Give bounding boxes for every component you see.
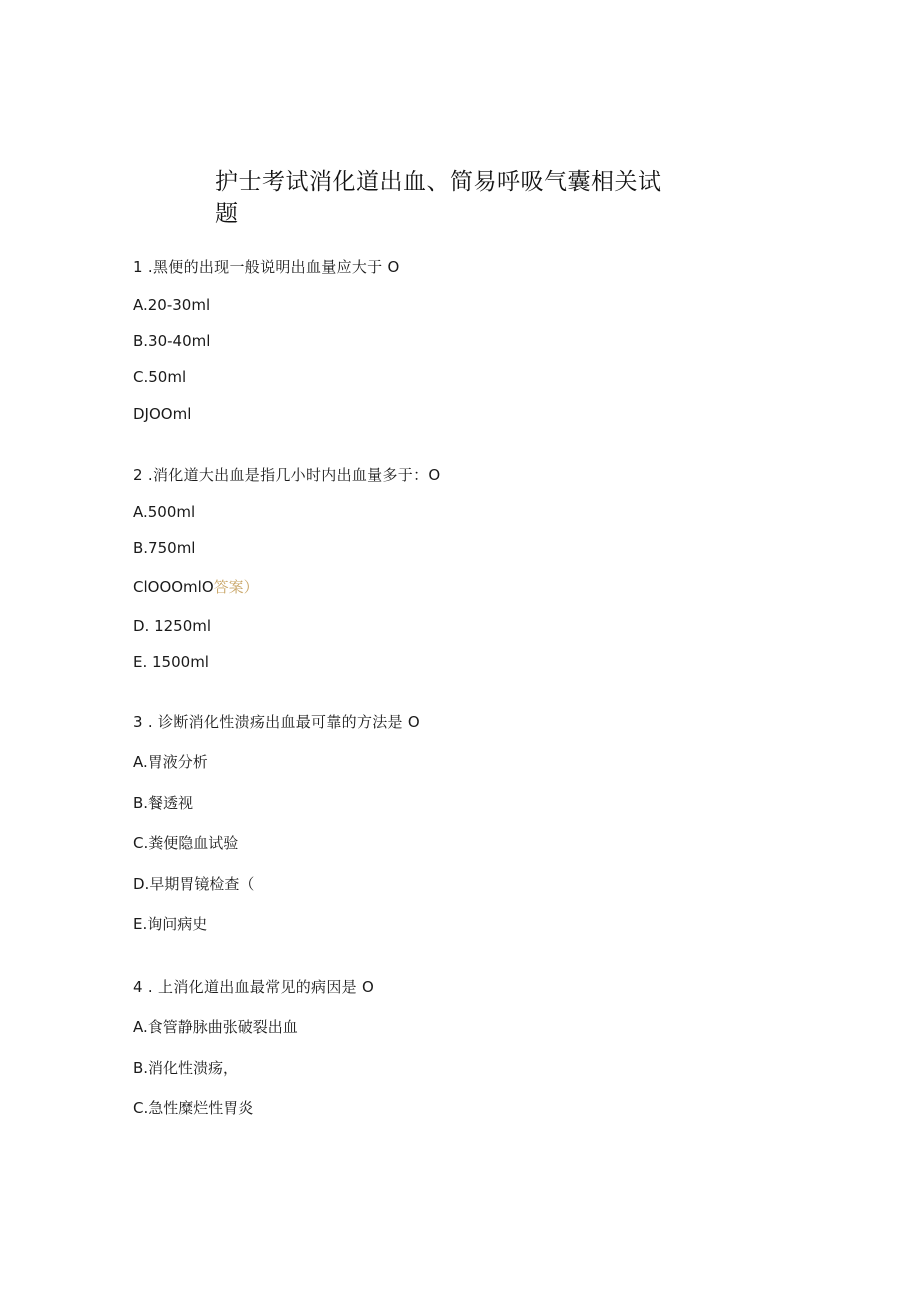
- question-4-option-b: B.消化性溃疡，: [133, 1059, 239, 1077]
- question-1-option-b: B.30-40ml: [133, 332, 211, 350]
- question-2-option-d: D. 1250ml: [133, 617, 212, 635]
- question-3-option-a: A.胃液分析: [133, 753, 208, 771]
- document-title: 护士考试消化道出血、简易呼吸气囊相关试题: [215, 169, 662, 227]
- question-2-option-e: E. 1500ml: [133, 653, 209, 671]
- question-4-stem: 4 . 上消化道出血最常见的病因是 O: [133, 978, 375, 996]
- question-3-stem: 3 . 诊断消化性溃疡出血最可靠的方法是 O: [133, 713, 421, 731]
- question-3-option-c: C.粪便隐血试验: [133, 834, 239, 852]
- question-3-option-d: D.早期胃镜检查（: [133, 875, 255, 893]
- question-1-option-a: A.20-30ml: [133, 296, 211, 314]
- question-4-option-c: C.急性糜烂性胃炎: [133, 1099, 254, 1117]
- question-2-option-c: [133, 577, 259, 597]
- question-2-stem: 2 .消化道大出血是指几小时内出血量多于：O: [133, 466, 441, 484]
- question-3-option-e: E.询问病史: [133, 915, 208, 933]
- question-4-option-a: A.食管静脉曲张破裂出血: [133, 1018, 298, 1036]
- question-2-option-a: A.500ml: [133, 503, 196, 521]
- question-1-option-d: DJOOml: [133, 405, 192, 423]
- question-2-option-b: B.750ml: [133, 539, 196, 557]
- question-3-option-b: B.餐透视: [133, 794, 194, 812]
- answer-mark: 答案）: [213, 578, 259, 596]
- question-1-option-c: C.50ml: [133, 368, 187, 386]
- question-1-stem: 1 .黑便的出现一般说明出血量应大于 O: [133, 258, 400, 276]
- question-2-option-c-text: ClOOOmlO: [133, 578, 214, 596]
